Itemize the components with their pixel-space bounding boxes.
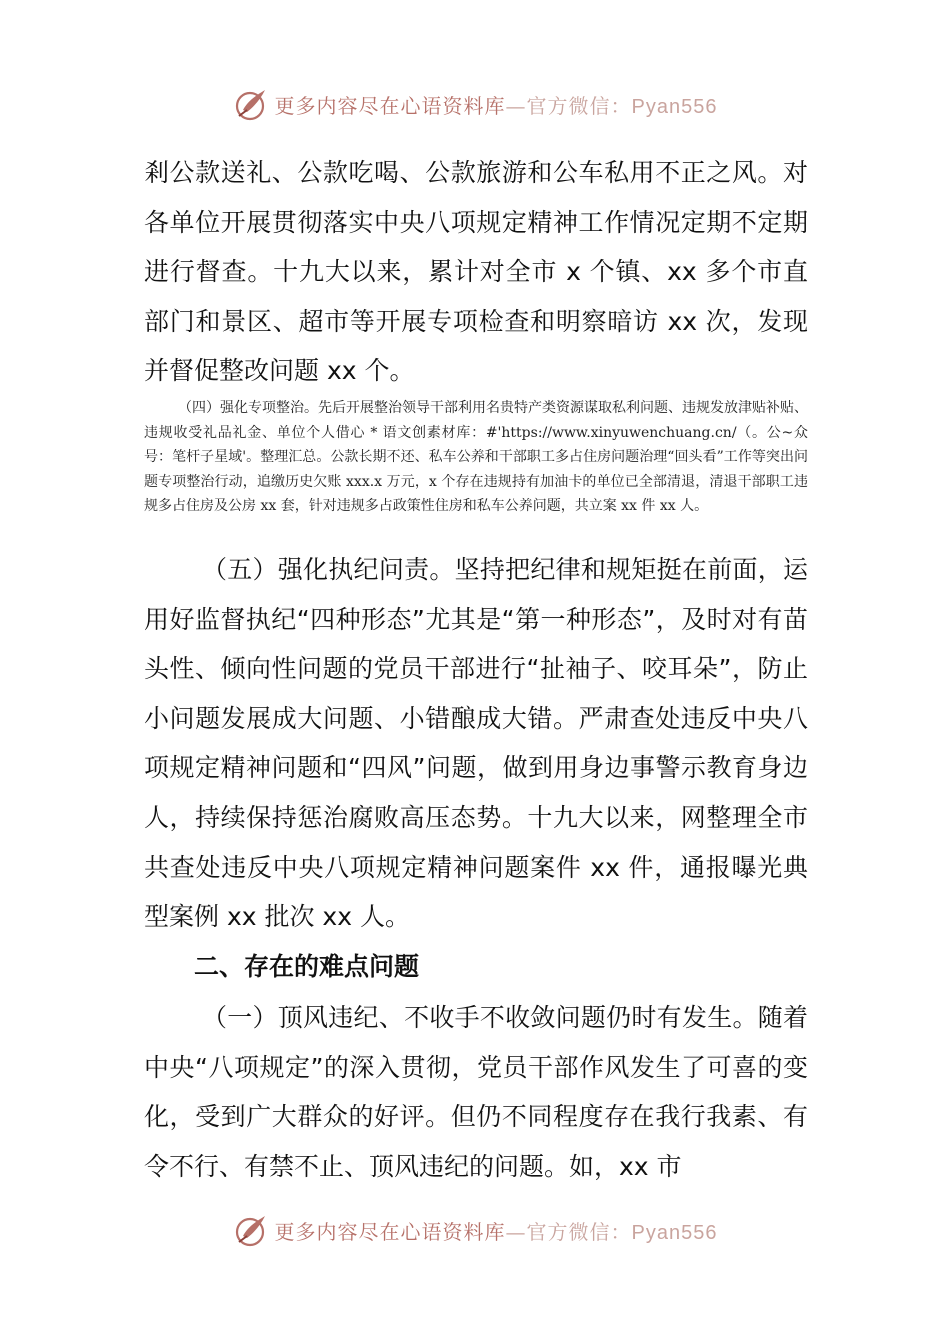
paragraph-problem-1: （一）顶风违纪、不收手不收敛问题仍时有发生。随着中央“八项规定”的深入贯彻，党员干部作风发生了可喜的变化，受到广大群众的好评。但仍不同程度存在我行我素、有令不行、有禁不止、顶风违纪的问题。如，xx 市 — [144, 1003, 808, 1181]
quill-logo-icon — [233, 86, 269, 122]
watermark-text: 更多内容尽在心语资料库—官方微信：Pyan556 — [274, 93, 718, 118]
paragraph-continuation: 剎公款送礼、公款吃喝、公款旅游和公车私用不正之风。对各单位开展贯彻落实中央八项规定精神工作情况定期不定期进行督查。十九大以来，累计对全市 x 个镇、xx 多个市直部门和景区、超市等开展专项检查和明察暗访 xx 次，发现并督促整改问题 xx 个。 — [144, 158, 808, 386]
section-heading: 二、存在的难点问题 — [194, 952, 420, 981]
paragraph-section-5: （五）强化执纪问责。坚持把纪律和规矩挺在前面，运用好监督执纪“四种形态”尤其是“第一种形态”，及时对有苗头性、倾向性问题的党员干部进行“扯袖子、咬耳朵”，防止小问题发展成大问题、小错酿成大错。严肃查处违反中央八项规定精神问题和“四风”问题，做到用身边事警示教育身边人，持续保持惩治腐败高压态势。十九大以来，网整理全市共查处违反中央八项规定精神问题案件 xx 件，通报曝光典型案例 xx 批次 xx 人。 — [144, 555, 808, 932]
watermark-text: 更多内容尽在心语资料库—官方微信：Pyan556 — [274, 1219, 718, 1244]
watermark-banner-top — [0, 82, 950, 126]
watermark-banner-bottom — [0, 1208, 950, 1252]
quill-logo-icon — [233, 1212, 269, 1248]
paragraph-section-4: （四）强化专项整治。先后开展整治领导干部利用名贵特产类资源谋取私利问题、违规发放津贴补贴、违规收受礼品礼金、单位个人借心 * 语文创素材库：#'https://www.xinyuwenchuang.cn/（。公~众号：笔杆子星域'。整理汇总。公款长期不还、私车公养和干部职工多占住房问题治理“回头看”工作等突出问题专项整治行动，追缴历史欠账 xxx.x 万元，x 个存在违规持有加油卡的单位已全部清退，清退干部职工违规多占住房及公房 xx 套，针对违规多占政策性住房和私车公养问题，共立案 xx 件 xx 人。 — [144, 400, 808, 514]
